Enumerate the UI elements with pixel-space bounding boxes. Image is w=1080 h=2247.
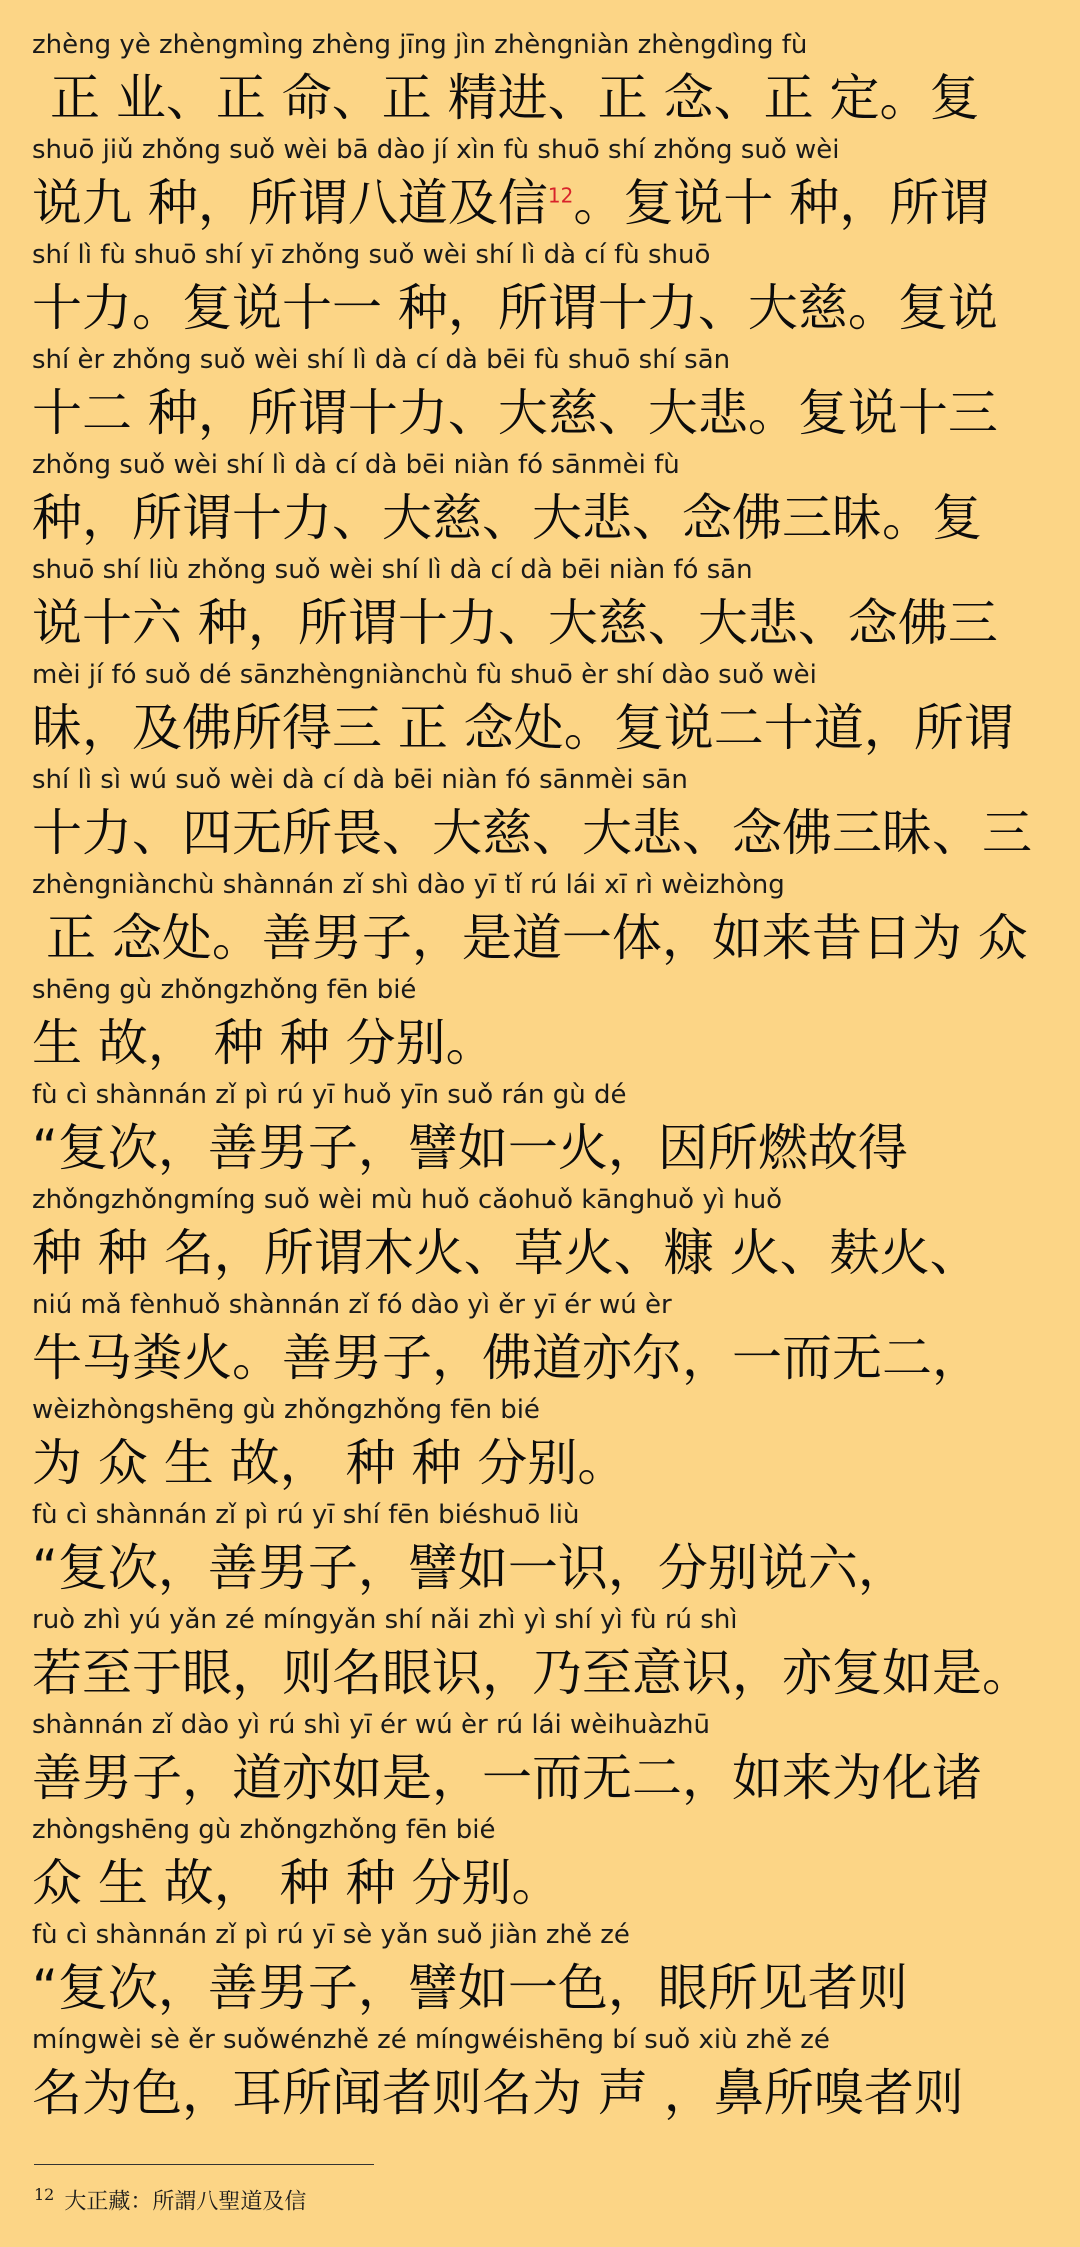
pinyin-line: mèi jí fó suǒ dé sānzhèngniànchù fù shuō èr shí dào suǒ wèi <box>32 660 817 690</box>
pinyin-line: shànnán zǐ dào yì rú shì yī ér wú èr rú lái wèihuàzhū <box>32 1710 710 1740</box>
pinyin-line: shí èr zhǒng suǒ wèi shí lì dà cí dà bēi fù shuō shí sān <box>32 345 731 375</box>
pinyin-line: fù cì shànnán zǐ pì rú yī shí fēn biéshuō liù <box>32 1500 580 1530</box>
hanzi-segment: 说九 种，所谓八道及信 <box>32 174 548 232</box>
hanzi-line: “复次，善男子，譬如一识，分别说六， <box>32 1539 908 1597</box>
hanzi-line: 正 业、正 命、正 精进、正 念、正 定。复 <box>50 69 980 127</box>
pinyin-line: zhòngshēng gù zhǒngzhǒng fēn bié <box>32 1815 496 1845</box>
pinyin-line: wèizhòngshēng gù zhǒngzhǒng fēn bié <box>32 1395 540 1425</box>
pinyin-line: míngwèi sè ěr suǒwénzhě zé míngwéishēng bí suǒ xiù zhě zé <box>32 2025 830 2055</box>
hanzi-line <box>32 173 989 233</box>
pinyin-line: zhèng yè zhèngmìng zhèng jīng jìn zhèngniàn zhèngdìng fù <box>32 30 808 60</box>
hanzi-line: 说十六 种，所谓十力、大慈、大悲、念佛三 <box>32 594 998 652</box>
hanzi-line: 众 生 故， 种 种 分别。 <box>32 1854 562 1912</box>
footnote-text: 大正藏：所謂八聖道及信 <box>64 2189 307 2215</box>
hanzi-line: “复次，善男子，譬如一火，因所燃故得 <box>32 1119 908 1177</box>
footnote <box>34 2180 306 2217</box>
pinyin-line: fù cì shànnán zǐ pì rú yī huǒ yīn suǒ rán gù dé <box>32 1080 627 1110</box>
pinyin-line: shí lì fù shuō shí yī zhǒng suǒ wèi shí lì dà cí fù shuō <box>32 240 711 270</box>
pinyin-line: zhǒng suǒ wèi shí lì dà cí dà bēi niàn fó sānmèi fù <box>32 450 680 480</box>
hanzi-line: 若至于眼，则名眼识，乃至意识，亦复如是。 <box>32 1644 1032 1702</box>
hanzi-line: 十力、四无所畏、大慈、大悲、念佛三昧、三 <box>32 804 1032 862</box>
footnote-divider <box>34 2164 374 2165</box>
hanzi-line: 十二 种，所谓十力、大慈、大悲。复说十三 <box>32 384 998 442</box>
hanzi-line: “复次，善男子，譬如一色，眼所见者则 <box>32 1959 908 2017</box>
pinyin-line: fù cì shànnán zǐ pì rú yī sè yǎn suǒ jiàn zhě zé <box>32 1920 630 1950</box>
hanzi-line: 昧，及佛所得三 正 念处。复说二十道，所谓 <box>32 699 1014 757</box>
pinyin-line: zhèngniànchù shànnán zǐ shì dào yī tǐ rú lái xī rì wèizhòng <box>32 870 785 900</box>
hanzi-segment: 。复说十 种，所谓 <box>573 174 990 232</box>
hanzi-line: 牛马粪火。善男子，佛道亦尔，一而无二， <box>32 1329 982 1387</box>
pinyin-line: shuō jiǔ zhǒng suǒ wèi bā dào jí xìn fù shuō shí zhǒng suǒ wèi <box>32 135 840 165</box>
pinyin-line: shēng gù zhǒngzhǒng fēn bié <box>32 975 417 1005</box>
hanzi-line: 种，所谓十力、大慈、大悲、念佛三昧。复 <box>32 489 982 547</box>
pinyin-line: ruò zhì yú yǎn zé míngyǎn shí nǎi zhì yì shí yì fù rú shì <box>32 1605 738 1635</box>
pinyin-line: zhǒngzhǒngmíng suǒ wèi mù huǒ cǎohuǒ kānghuǒ yì huǒ <box>32 1185 783 1215</box>
pinyin-line: shuō shí liù zhǒng suǒ wèi shí lì dà cí dà bēi niàn fó sān <box>32 555 753 585</box>
footnote-marker[interactable]: 12 <box>547 183 574 208</box>
hanzi-line: 正 念处。善男子，是道一体，如来昔日为 众 <box>46 909 1028 967</box>
footnote-number: 12 <box>34 2185 55 2204</box>
hanzi-line: 十力。复说十一 种，所谓十力、大慈。复说 <box>32 279 998 337</box>
hanzi-line: 善男子，道亦如是，一而无二，如来为化诸 <box>32 1749 982 1807</box>
hanzi-line: 名为色，耳所闻者则名为 声 ，鼻所嗅者则 <box>32 2064 964 2122</box>
pinyin-line: shí lì sì wú suǒ wèi dà cí dà bēi niàn fó sānmèi sān <box>32 765 688 795</box>
hanzi-line: 为 众 生 故， 种 种 分别。 <box>32 1434 628 1492</box>
hanzi-line: 生 故， 种 种 分别。 <box>32 1014 496 1072</box>
pinyin-line: niú mǎ fènhuǒ shànnán zǐ fó dào yì ěr yī ér wú èr <box>32 1290 672 1320</box>
hanzi-line: 种 种 名，所谓木火、草火、糠 火、麸火、 <box>32 1224 980 1282</box>
